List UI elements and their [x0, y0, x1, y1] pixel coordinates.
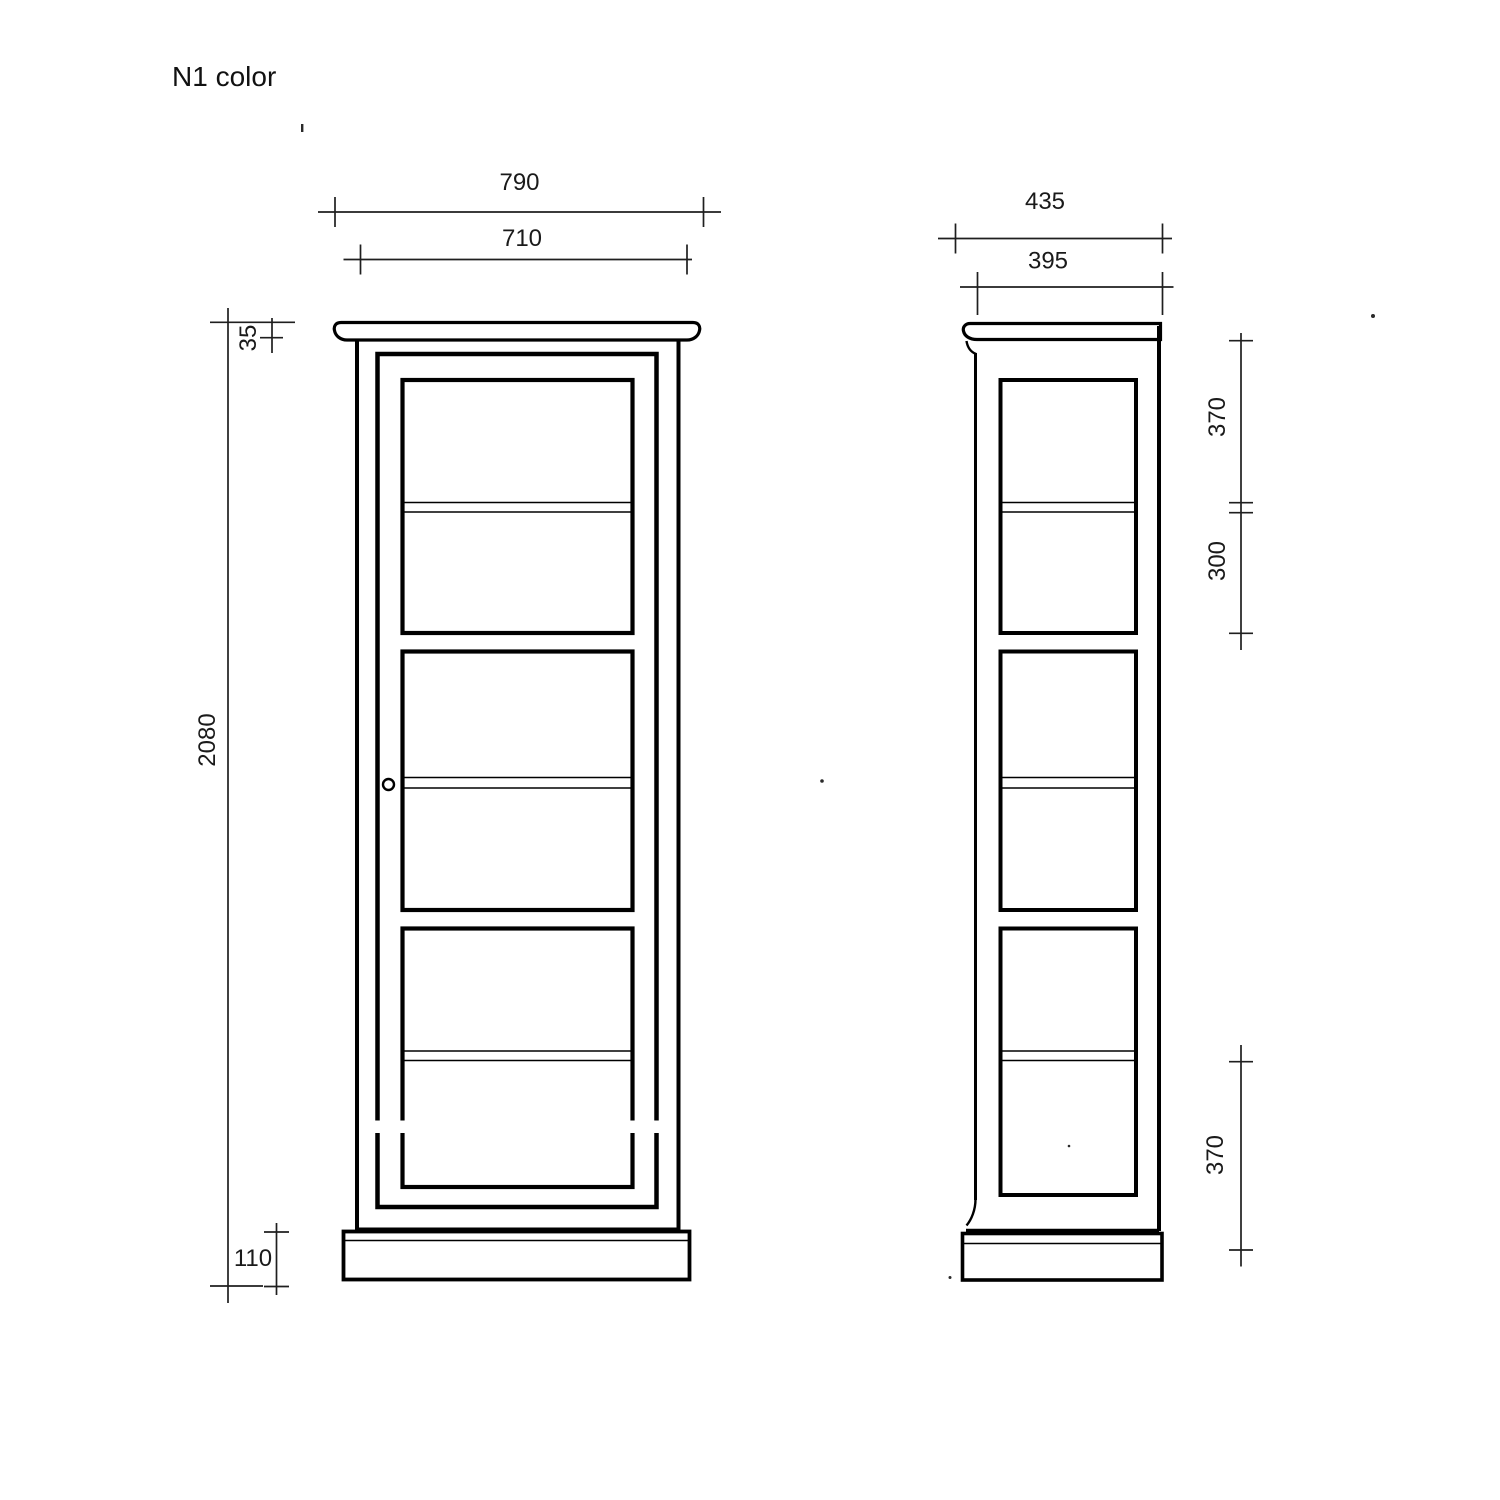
line-break [398, 1121, 407, 1134]
side-front-moulding-top [967, 341, 977, 354]
front-line-breaks [373, 1121, 661, 1134]
speck [301, 124, 303, 132]
dimension-label: 370 [1202, 1134, 1229, 1176]
dimension-front-overall-width [318, 169, 721, 227]
dimension-label: 2080 [194, 713, 221, 767]
front-plinth [344, 1232, 690, 1280]
side-shelves [1003, 503, 1135, 1061]
dimension-plinth-height [234, 1223, 289, 1295]
speck [820, 779, 824, 783]
side-plinth [963, 1234, 1163, 1281]
line-break [373, 1121, 382, 1134]
front-view [334, 323, 699, 1280]
side-glass-pane-middle [1001, 652, 1137, 911]
side-glass-pane-bottom [1001, 929, 1137, 1196]
dimension-label: 710 [501, 225, 543, 252]
speck [1371, 314, 1375, 318]
front-glass-pane-top [403, 380, 633, 633]
dimension-bottom-section [1202, 1045, 1253, 1267]
front-cornice [334, 323, 699, 341]
door-knob [383, 779, 394, 790]
dimension-overall-height [194, 308, 295, 1303]
dimension-label: 435 [1024, 188, 1066, 215]
dimension-label: 790 [499, 169, 540, 196]
dimension-label: 300 [1204, 540, 1231, 582]
line-break [652, 1121, 661, 1134]
front-shelves [405, 503, 631, 1061]
dimension-top-section [1204, 333, 1253, 650]
dimension-label: 395 [1027, 247, 1069, 275]
speck [1068, 1145, 1071, 1148]
dimension-side-body-depth [960, 248, 1174, 316]
page-title: N1 color [172, 61, 277, 92]
dimension-label: 35 [235, 324, 262, 352]
side-glass-pane-top [1001, 380, 1137, 633]
dimension-label: 110 [233, 1245, 273, 1272]
front-glass-pane-bottom [403, 929, 633, 1188]
dimension-front-body-width [344, 225, 693, 275]
side-view [963, 324, 1163, 1281]
print-specks [301, 124, 1375, 1279]
line-break [628, 1121, 637, 1134]
front-glass-pane-middle [403, 652, 633, 911]
dimension-cornice-height [235, 318, 283, 353]
side-cornice [963, 324, 1160, 340]
dimension-label: 370 [1204, 396, 1231, 438]
side-front-moulding-bottom [967, 1199, 976, 1226]
speck [949, 1276, 952, 1279]
dimension-side-overall-depth [938, 188, 1172, 254]
front-door-frame [378, 354, 657, 1207]
